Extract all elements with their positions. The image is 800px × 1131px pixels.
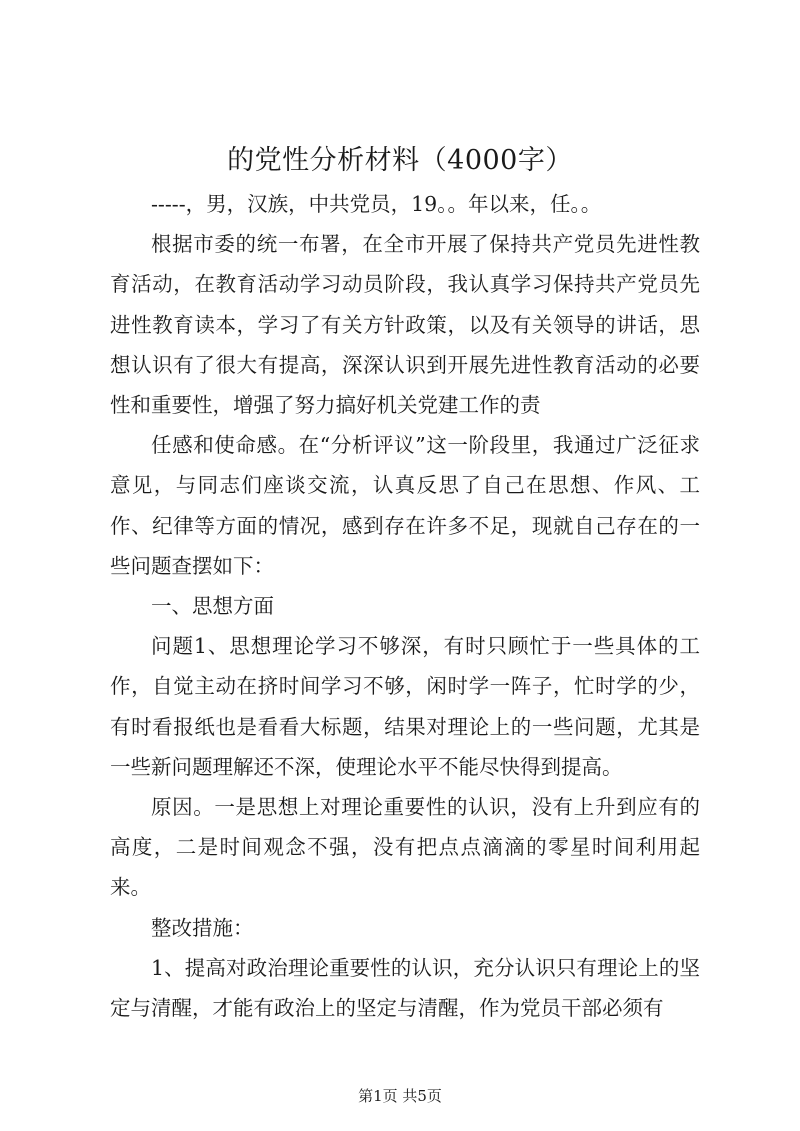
paragraph-problem-1: 问题1、思想理论学习不够深，有时只顾忙于一些具体的工作，自觉主动在挤时间学习不够，闲时学一阵子，忙时学的少，有时看报纸也是看看大标题，结果对理论上的一些问题，尤其是一些新问题理解还不深，使理论水平不能尽快得到提高。 bbox=[110, 634, 700, 779]
document-body bbox=[110, 184, 700, 1028]
paragraph-author-info: -----，男，汉族，中共党员，19。。年以来，任。。 bbox=[151, 192, 602, 216]
page-number-footer: 第1页 共5页 bbox=[358, 1087, 442, 1105]
paragraph-intro: 根据市委的统一布署，在全市开展了保持共产党员先进性教育活动，在教育活动学习动员阶段，我认真学习保持共产党员先进性教育读本，学习了有关方针政策，以及有关领导的讲话，思想认识有了很大有提高，深深认识到开展先进性教育活动的必要性和重要性，增强了努力搞好机关党建工作的责 bbox=[110, 232, 700, 418]
document-title: 的党性分析材料（4000字） bbox=[227, 145, 573, 176]
section-heading-thought: 一、思想方面 bbox=[151, 594, 274, 619]
paragraph-measure-1: 1、提高对政治理论重要性的认识，充分认识只有理论上的坚定与清醒，才能有政治上的坚定与清醒，作为党员干部必须有 bbox=[110, 955, 700, 1021]
paragraph-self-review: 任感和使命感。在“分析评议”这一阶段里，我通过广泛征求意见，与同志们座谈交流，认真反思了自己在思想、作风、工作、纪律等方面的情况，感到存在许多不足，现就自己存在的一些问题查摆如下： bbox=[110, 433, 700, 578]
paragraph-measures-heading: 整改措施： bbox=[151, 915, 254, 940]
paragraph-cause: 原因。一是思想上对理论重要性的认识，没有上升到应有的高度，二是时间观念不强，没有把点点滴滴的零星时间利用起来。 bbox=[110, 795, 700, 900]
